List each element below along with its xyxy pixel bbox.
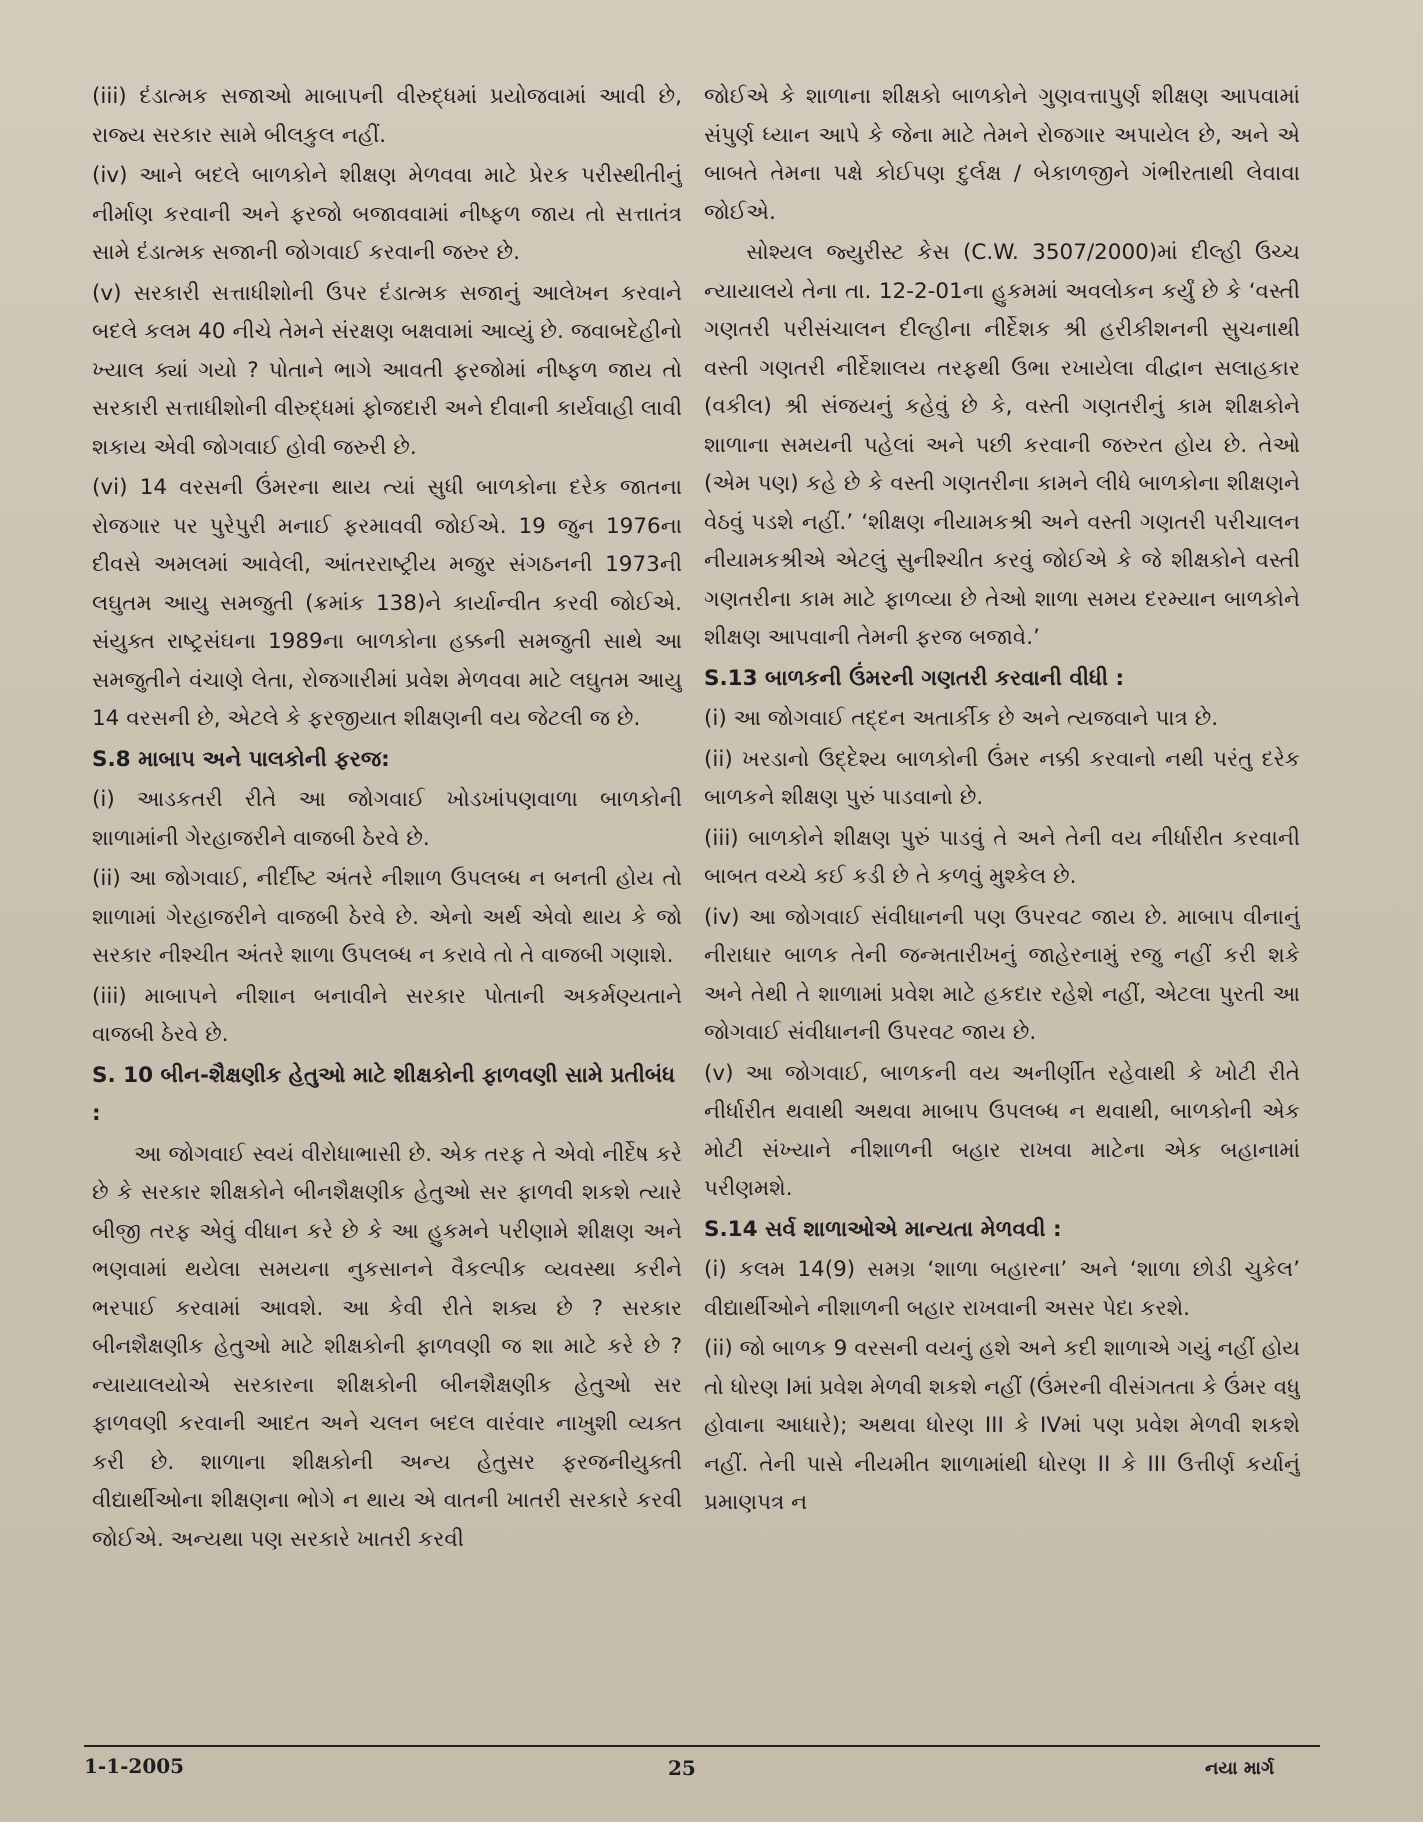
paragraph: (iii) દંડાત્મક સજાઓ માબાપની વીરુદ્ધમાં પ્રયોજવામાં આવી છે, રાજ્ય સરકાર સામે બીલકુલ નહીં.	[92, 84, 682, 148]
paragraph: (iv) આને બદલે બાળકોને શીક્ષણ મેળવવા માટે પ્રેરક પરીસ્થીતીનું નીર્માણ કરવાની અને ફરજો બજાવવામાં નીષ્ફળ જાય તો સત્તાતંત્ર સામે દંડાત્મક સજાની જોગવાઈ કરવાની જરુર છે.	[92, 163, 682, 265]
paragraph: સોશ્યલ જ્યુરીસ્ટ કેસ (C.W. 3507/2000)માં દીલ્હી ઉચ્ચ ન્યાયાલયે તેના તા. 12-2-01ના હુકમમાં અવલોકન કર્યું છે કે ‘વસ્તી ગણતરી પરીસંચાલન દીલ્હીના નીર્દેશક શ્રી હરીકીશનની સુચનાથી વસ્તી ગણતરી નીર્દેશાલય તરફથી ઉભા રખાયેલા વીદ્વાન સલાહકાર (વકીલ) શ્રી સંજયનું કહેવું છે કે, વસ્તી ગણતરીનું કામ શીક્ષકોને શાળાના સમયની પહેલાં અને પછી કરવાની જરુરત હોય છે. તેઓ (એમ પણ) કહે છે કે વસ્તી ગણતરીના કામને લીધે બાળકોના શીક્ષણને વેઠવું પડશે નહીં.’ ‘શીક્ષણ નીયામકશ્રી અને વસ્તી ગણતરી પરીચાલન નીયામકશ્રીએ એટલું સુનીશ્ચીત કરવું જોઈએ કે જે શીક્ષકોને વસ્તી ગણતરીના કામ માટે ફાળવ્યા છે તેઓ શાળા સમય દરમ્યાન બાળકોને શીક્ષણ આપવાની તેમની ફરજ બજાવે.’	[704, 240, 1300, 650]
paragraph: (iv) આ જોગવાઈ સંવીધાનની પણ ઉપરવટ જાય છે. માબાપ વીનાનું નીરાધાર બાળક તેની જન્મતારીખનું જાહેરનામું રજુ નહીં કરી શકે અને તેથી તે શાળામાં પ્રવેશ માટે હકદાર રહેશે નહીં, એટલા પુરતી આ જોગવાઈ સંવીધાનની ઉપરવટ જાય છે.	[704, 904, 1300, 1045]
paragraph: (ii) આ જોગવાઈ, નીર્દીષ્ટ અંતરે નીશાળ ઉપલબ્ધ ન બનતી હોય તો શાળામાં ગેરહાજરીને વાજબી ઠેરવે છે. એનો અર્થ એવો થાય કે જો સરકાર નીશ્ચીત અંતરે શાળા ઉપલબ્ધ ન કરાવે તો તે વાજબી ગણાશે.	[92, 866, 682, 968]
paragraph: (i) આ જોગવાઈ તદ્દન અતાર્કીક છે અને ત્યજવાને પાત્ર છે.	[704, 706, 1219, 731]
right-column	[704, 78, 1300, 1732]
paragraph: (vi) 14 વરસની ઉંમરના થાય ત્યાં સુધી બાળકોના દરેક જાતના રોજગાર પર પુરેપુરી મનાઈ ફરમાવવી જોઈએ. 19 જુન 1976ના દીવસે અમલમાં આવેલી, આંતરરાષ્ટ્રીય મજુર સંગઠનની 1973ની લઘુતમ આયુ સમજુતી (ક્રમાંક 138)ને કાર્યાન્વીત કરવી જોઈએ. સંયુક્ત રાષ્ટ્રસંઘના 1989ના બાળકોના હક્કની સમજુતી સાથે આ સમજુતીને વંચાણે લેતા, રોજગારીમાં પ્રવેશ મેળવવા માટે લઘુતમ આયુ 14 વરસની છે, એટલે કે ફરજીયાત શીક્ષણની વય જેટલી જ છે.	[92, 475, 682, 731]
section-heading: S. 10 બીન-શૈક્ષણીક હેતુઓ માટે શીક્ષકોની ફાળવણી સામે પ્રતીબંધ :	[92, 1062, 676, 1126]
page-number: 25	[668, 1756, 696, 1780]
section-heading: S.13 બાળકની ઉંમરની ગણતરી કરવાની વીધી :	[704, 665, 1125, 691]
paragraph: (i) આડકતરી રીતે આ જોગવાઈ ખોડખાંપણવાળા બાળકોની શાળામાંની ગેરહાજરીને વાજબી ઠેરવે છે.	[92, 787, 682, 851]
paragraph: (iii) બાળકોને શીક્ષણ પુરું પાડવું તે અને તેની વય નીર્ધારીત કરવાની બાબત વચ્ચે કઈ કડી છે તે કળવું મુશ્કેલ છે.	[704, 825, 1300, 889]
magazine-name: નયા માર્ગ	[1205, 1758, 1275, 1779]
section-heading: S.8 માબાપ અને પાલકોની ફરજ:	[92, 746, 390, 772]
paragraph: (ii) જો બાળક 9 વરસની વયનું હશે અને કદી શાળાએ ગયું નહીં હોય તો ધોરણ Iમાં પ્રવેશ મેળવી શકશે નહીં (ઉંમરની વીસંગતતા કે ઉંમર વધુ હોવાના આધારે); અથવા ધોરણ III કે IVમાં પણ પ્રવેશ મેળવી શકશે નહીં. તેની પાસે નીયમીત શાળામાંથી ધોરણ II કે III ઉત્તીર્ણ કર્યાનું પ્રમાણપત્ર ન	[704, 1336, 1300, 1515]
left-column	[92, 78, 682, 1732]
paragraph: (v) આ જોગવાઈ, બાળકની વય અનીર્ણીત રહેવાથી કે ખોટી રીતે નીર્ધારીત થવાથી અથવા માબાપ ઉપલબ્ધ ન થવાથી, બાળકોની એક મોટી સંખ્યાને નીશાળની બહાર રાખવા માટેના એક બહાનામાં પરીણમશે.	[704, 1060, 1300, 1201]
section-heading: S.14 સર્વ શાળાઓએ માન્યતા મેળવવી :	[704, 1216, 1062, 1242]
paragraph: આ જોગવાઈ સ્વયં વીરોધાભાસી છે. એક તરફ તે એવો નીર્દેષ કરે છે કે સરકાર શીક્ષકોને બીનશૈક્ષણીક હેતુઓ સર ફાળવી શકશે ત્યારે બીજી તરફ એવું વીધાન કરે છે કે આ હુકમને પરીણામે શીક્ષણ અને ભણવામાં થયેલા સમયના નુકસાનને વૈકલ્પીક વ્યવસ્થા કરીને ભરપાઈ કરવામાં આવશે. આ કેવી રીતે શક્ય છે ? સરકાર બીનશૈક્ષણીક હેતુઓ માટે શીક્ષકોની ફાળવણી જ શા માટે કરે છે ? ન્યાયાલયોએ સરકારના શીક્ષકોની બીનશૈક્ષણીક હેતુઓ સર ફાળવણી કરવાની આદત અને ચલન બદલ વારંવાર નાખુશી વ્યક્ત કરી છે. શાળાના શીક્ષકોની અન્ય હેતુસર ફરજનીયુક્તી વીદ્યાર્થીઓના શીક્ષણના ભોગે ન થાય એ વાતની ખાતરી સરકારે કરવી જોઈએ. અન્યથા પણ સરકારે ખાતરી કરવી	[92, 1141, 682, 1552]
footer-rule	[84, 1745, 1320, 1747]
paragraph: જોઈએ કે શાળાના શીક્ષકો બાળકોને ગુણવત્તાપુર્ણ શીક્ષણ આપવામાં સંપુર્ણ ધ્યાન આપે કે જેના માટે તેમને રોજગાર અપાયેલ છે, અને એ બાબતે તેમના પક્ષે કોઈપણ દુર્લક્ષ / બેકાળજીને ગંભીરતાથી લેવાવા જોઈએ.	[704, 84, 1300, 225]
paragraph: (iii) માબાપને નીશાન બનાવીને સરકાર પોતાની અકર્મણ્યતાને વાજબી ઠેરવે છે.	[92, 983, 682, 1047]
footer-date: 1-1-2005	[84, 1754, 185, 1778]
paragraph: (ii) ખરડાનો ઉદ્દેશ્ય બાળકોની ઉંમર નક્કી કરવાનો નથી પરંતુ દરેક બાળકને શીક્ષણ પુરું પાડવાનો છે.	[704, 746, 1300, 810]
paragraph: (i) કલમ 14(9) સમગ્ર ‘શાળા બહારના’ અને ‘શાળા છોડી ચુકેલ’ વીદ્યાર્થીઓને નીશાળની બહાર રાખવાની અસર પેદા કરશે.	[704, 1257, 1300, 1321]
paragraph: (v) સરકારી સત્તાધીશોની ઉપર દંડાત્મક સજાનું આલેખન કરવાને બદલે કલમ 40 નીચે તેમને સંરક્ષણ બક્ષવામાં આવ્યું છે. જવાબદેહીનો ખ્યાલ ક્યાં ગયો ? પોતાને ભાગે આવતી ફરજોમાં નીષ્ફળ જાય તો સરકારી સત્તાધીશોની વીરુદ્ધમાં ફોજદારી અને દીવાની કાર્યવાહી લાવી શકાય એવી જોગવાઈ હોવી જરુરી છે.	[92, 280, 682, 460]
